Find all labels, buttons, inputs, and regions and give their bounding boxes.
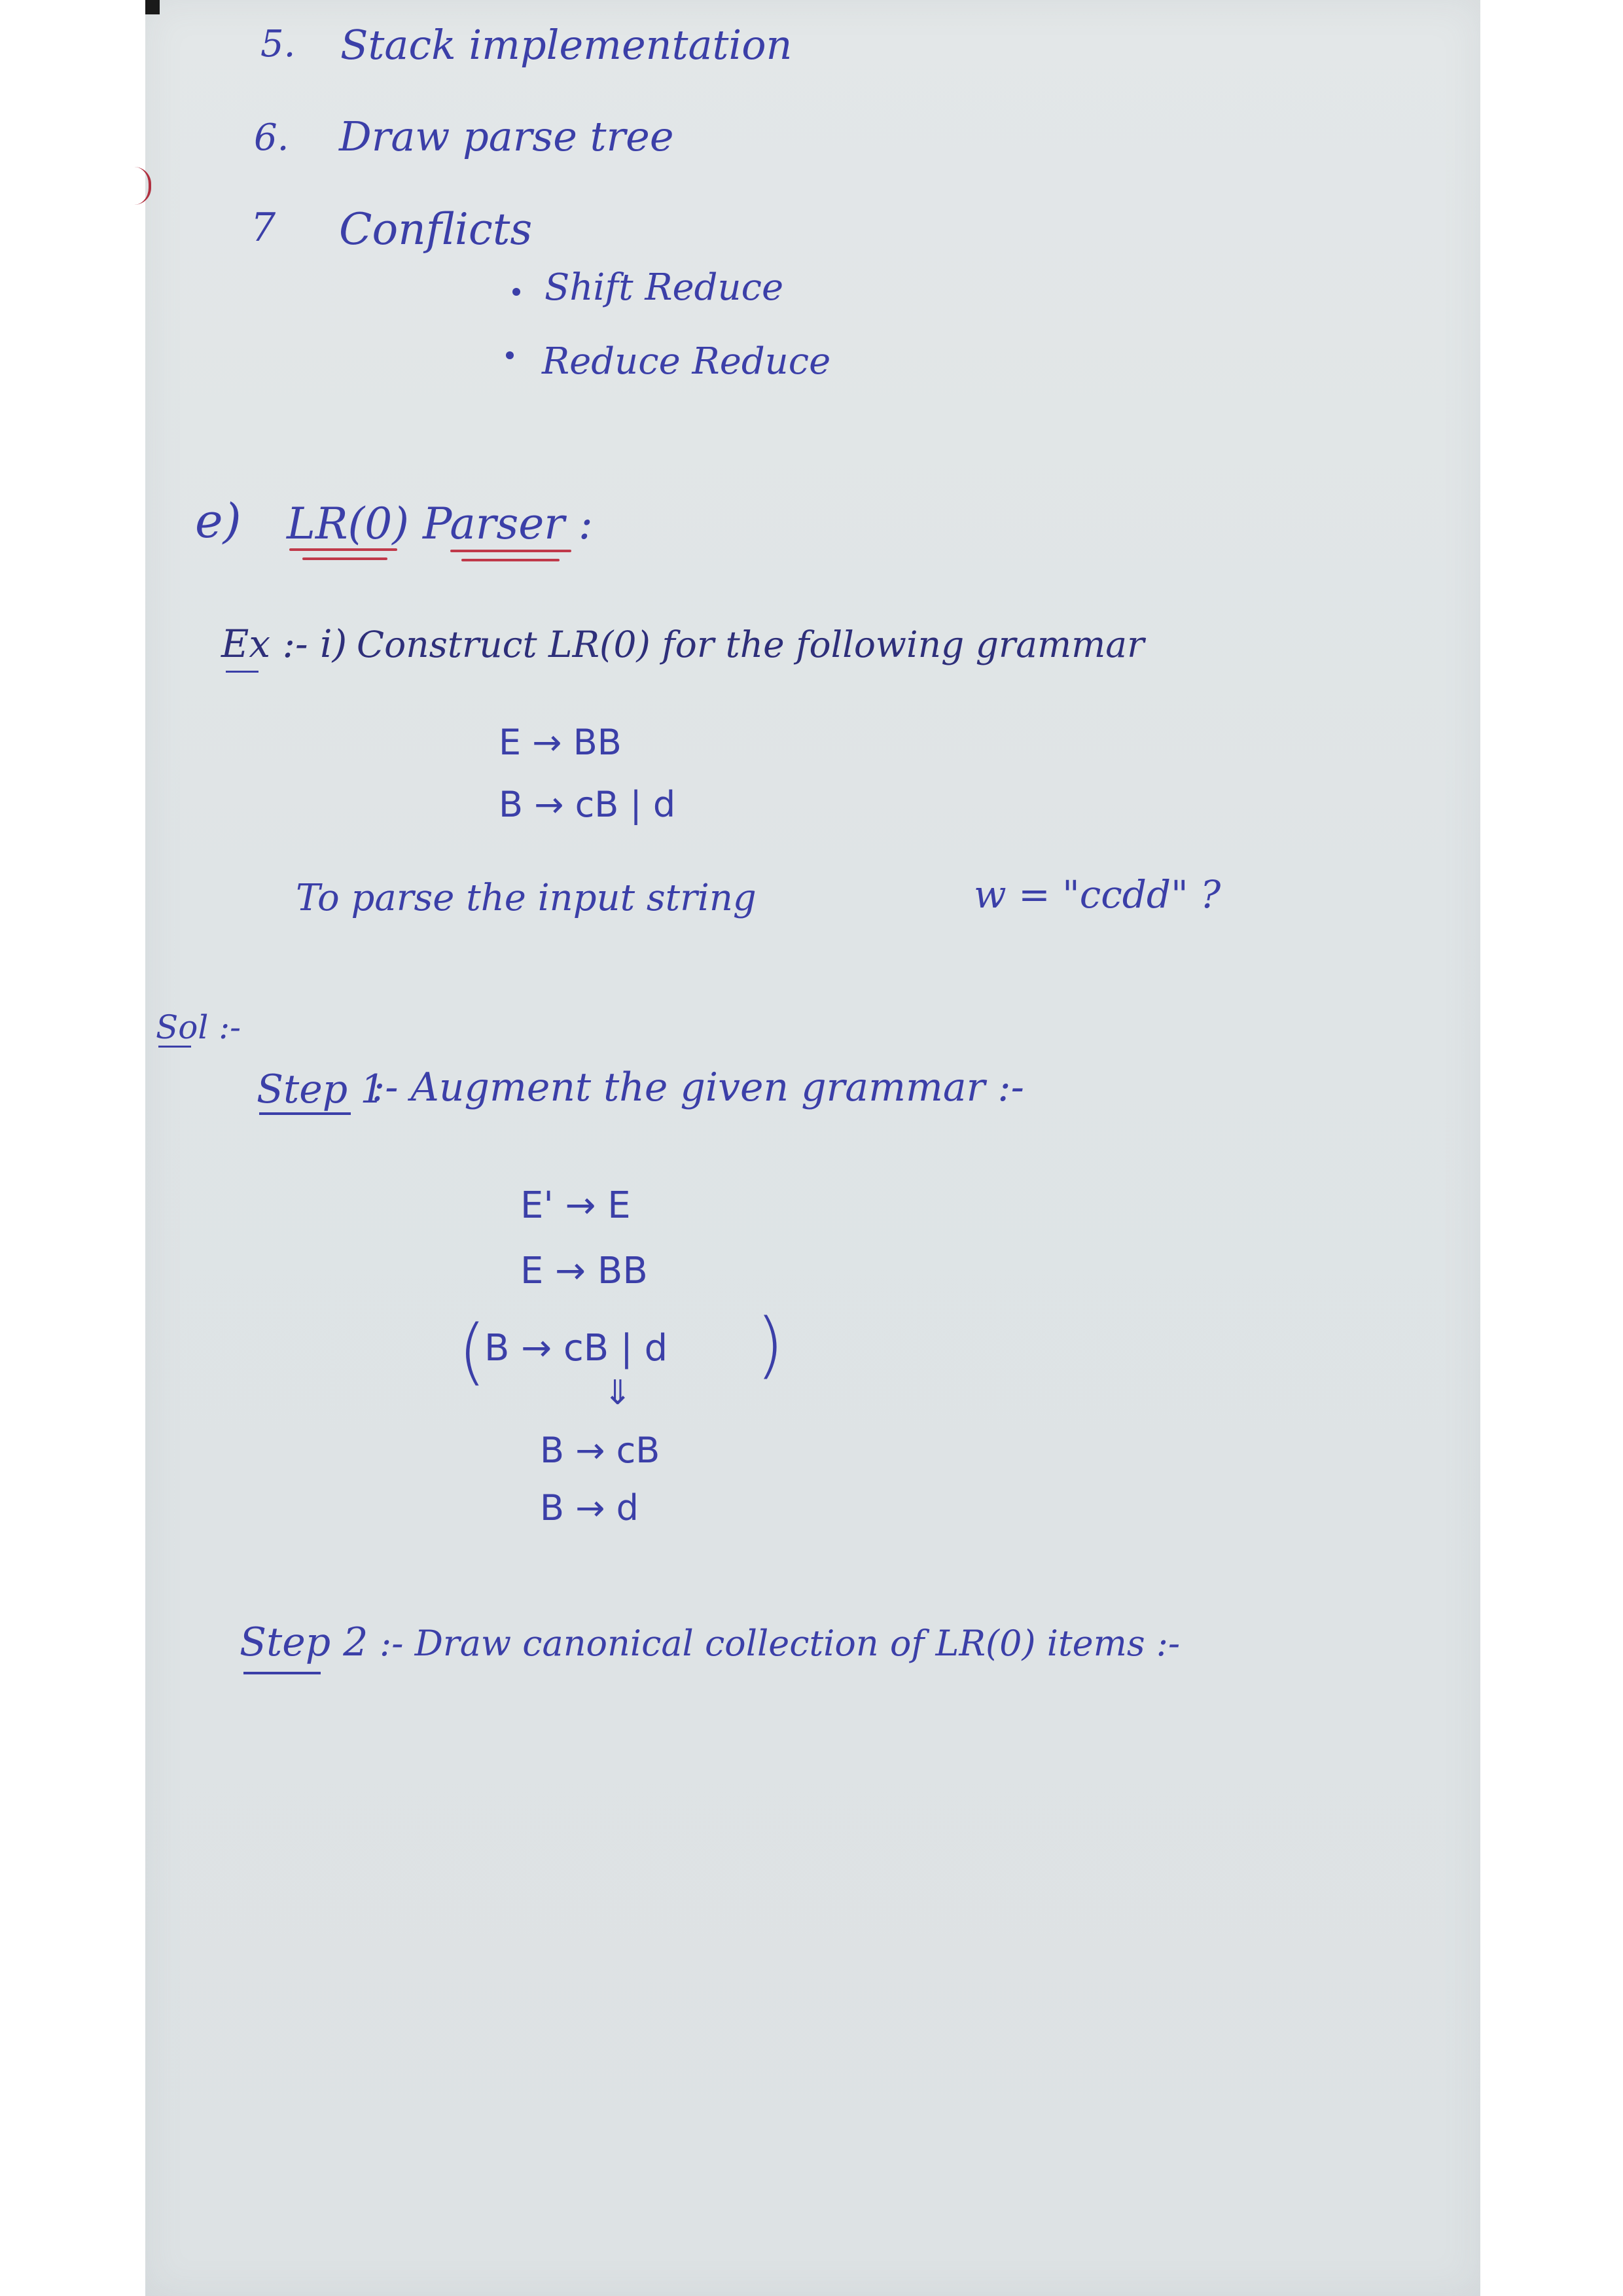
bullet-dot <box>512 288 520 296</box>
title-underline <box>461 559 560 561</box>
solution-underline <box>158 1046 191 1048</box>
step1-underline <box>259 1112 351 1115</box>
split-rule-1: B → cB <box>540 1430 660 1471</box>
input-string: w = "ccdd" ? <box>974 872 1221 917</box>
step1-label: Step 1 <box>257 1067 385 1112</box>
solution-label: Sol :- <box>156 1008 241 1046</box>
close-paren: ) <box>756 1303 784 1386</box>
split-rule-2: B → d <box>540 1487 639 1528</box>
title-underline <box>302 557 387 560</box>
augmented-rule-1: E' → E <box>520 1184 631 1227</box>
parse-text: To parse the input string <box>296 877 757 919</box>
section-title: LR(0) Parser : <box>287 499 594 549</box>
title-underline <box>289 548 397 551</box>
step2-underline <box>243 1672 321 1674</box>
down-arrow-icon: ⇓ <box>603 1373 632 1413</box>
open-paren: ( <box>458 1309 486 1393</box>
augmented-rule-3: B → cB | d <box>484 1327 668 1369</box>
example-label: Ex :- i) <box>221 622 348 666</box>
title-underline <box>450 550 571 552</box>
item-6-text: Draw parse tree <box>339 113 674 160</box>
section-label: e) <box>195 493 241 548</box>
bullet-dot <box>506 351 514 359</box>
grammar-rule-2: B → cB | d <box>499 784 676 825</box>
item-7-text: Conflicts <box>339 204 533 255</box>
bullet-reduce-reduce: Reduce Reduce <box>542 340 831 383</box>
item-5-text: Stack implementation <box>340 21 793 69</box>
step2-text: :- Draw canonical collection of LR(0) items :- <box>380 1623 1181 1664</box>
augmented-rule-2: E → BB <box>520 1250 648 1292</box>
page-corner <box>145 0 160 14</box>
example-underline <box>226 671 259 673</box>
item-7-number: 7 <box>251 205 276 251</box>
step1-text: :- Augment the given grammar :- <box>372 1065 1024 1110</box>
example-text: Construct LR(0) for the following grammar <box>357 624 1145 665</box>
step2-label: Step 2 <box>240 1619 368 1665</box>
grammar-rule-1: E → BB <box>499 722 622 763</box>
bullet-shift-reduce: Shift Reduce <box>544 266 784 309</box>
item-6-number: 6. <box>254 116 289 159</box>
item-5-number: 5. <box>260 23 296 65</box>
